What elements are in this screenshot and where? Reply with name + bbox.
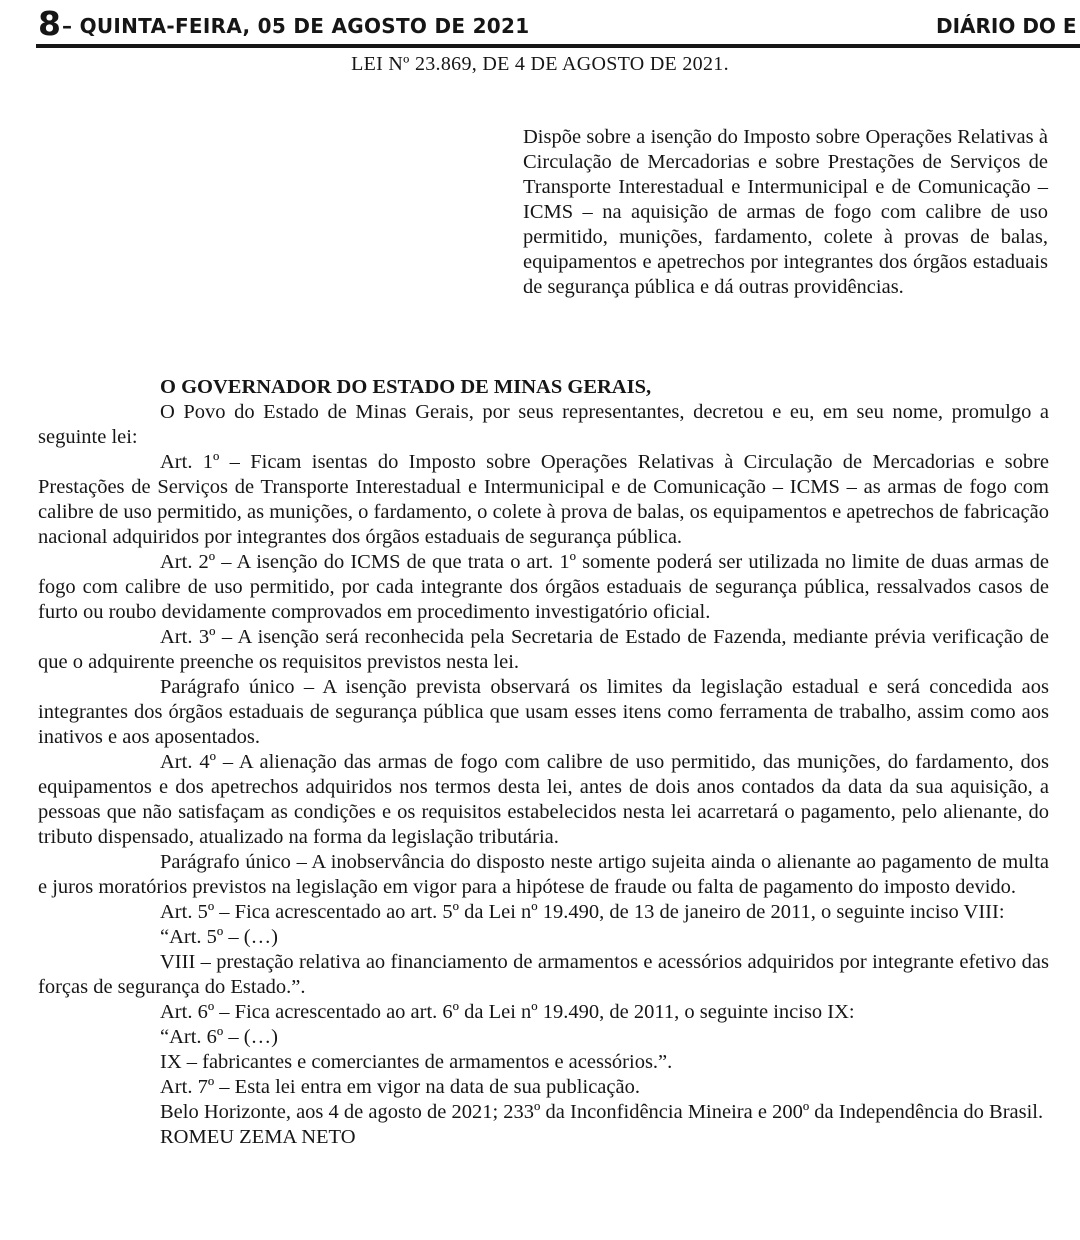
governor-heading: O GOVERNADOR DO ESTADO DE MINAS GERAIS, bbox=[160, 376, 652, 398]
paragraph-art-7: Art. 7º – Esta lei entra em vigor na data de sua publicação. bbox=[160, 1076, 640, 1098]
paragraph-art-6-item-ix: IX – fabricantes e comerciantes de armamentos e acessórios.”. bbox=[160, 1051, 673, 1073]
paragraph-art-4: Art. 4º – A alienação das armas de fogo com calibre de uso permitido, das munições, do fardamento, dos equipamentos e dos apetrechos adquiridos nos termos desta lei, antes de dois anos contados da data da sua aquisição, a pessoas que não satisfaçam as condições e os requisitos estabelecidos nesta lei acarretará o pagamento, pelo alienante, do tributo dispensado, atualizado na forma da legislação tributária. bbox=[38, 751, 1049, 848]
header-date: – QUINTA-FEIRA, 05 DE AGOSTO DE 2021 bbox=[62, 14, 530, 38]
paragraph-art-6-quote: “Art. 6º – (…) bbox=[160, 1026, 278, 1048]
publication-name: DIÁRIO DO E bbox=[936, 14, 1077, 38]
paragraph-art-4-single: Parágrafo único – A inobservância do disposto neste artigo sujeita ainda o alienante ao pagamento de multa e juros moratórios previstos na legislação em vigor para a hipótese de fraude ou falta de pagamento do imposto devido. bbox=[38, 851, 1049, 898]
signature: ROMEU ZEMA NETO bbox=[160, 1126, 356, 1148]
paragraph-art-3-single: Parágrafo único – A isenção prevista observará os limites da legislação estadual e será concedida aos integrantes dos órgãos estaduais de segurança pública que usam esses itens como ferramenta de trabalho, assim como aos inativos e aos aposentados. bbox=[38, 676, 1049, 748]
newspaper-header bbox=[0, 0, 1080, 48]
paragraph-art-2: Art. 2º – A isenção do ICMS de que trata o art. 1º somente poderá ser utilizada no limite de duas armas de fogo com calibre de uso permitido, por cada integrante dos órgãos estaduais de segurança pública, ressalvados casos de furto ou roubo devidamente comprovados em procedimento investigatório oficial. bbox=[38, 551, 1049, 623]
paragraph-art-5-item-viii: VIII – prestação relativa ao financiamento de armamentos e acessórios adquiridos por integrante efetivo das forças de segurança do Estado.”. bbox=[38, 951, 1049, 998]
paragraph-preamble: O Povo do Estado de Minas Gerais, por seus representantes, decretou e eu, em seu nome, promulgo a seguinte lei: bbox=[38, 401, 1049, 448]
page-number: 8 bbox=[38, 4, 61, 43]
paragraph-art-6: Art. 6º – Fica acrescentado ao art. 6º da Lei nº 19.490, de 2011, o seguinte inciso IX: bbox=[160, 1001, 855, 1023]
law-title: LEI Nº 23.869, DE 4 DE AGOSTO DE 2021. bbox=[351, 53, 729, 75]
ementa: Dispõe sobre a isenção do Imposto sobre Operações Relativas à Circulação de Mercadorias e sobre Prestações de Serviços de Transporte Interestadual e Intermunicipal e de Comunicação – ICMS – na aquisição de armas de fogo com calibre de uso permitido, munições, fardamento, colete à provas de balas, equipamentos e apetrechos por integrantes dos órgãos estaduais de segurança pública e dá outras providências. bbox=[523, 126, 1048, 298]
header-rule bbox=[36, 44, 1080, 48]
paragraph-art-3: Art. 3º – A isenção será reconhecida pela Secretaria de Estado de Fazenda, mediante prévia verificação de que o adquirente preenche os requisitos previstos nesta lei. bbox=[38, 626, 1049, 673]
paragraph-art-5-quote: “Art. 5º – (…) bbox=[160, 926, 278, 948]
paragraph-art-5: Art. 5º – Fica acrescentado ao art. 5º da Lei nº 19.490, de 13 de janeiro de 2011, o seguinte inciso VIII: bbox=[160, 901, 1005, 923]
paragraph-art-1: Art. 1º – Ficam isentas do Imposto sobre Operações Relativas à Circulação de Mercadorias e sobre Prestações de Serviços de Transporte Interestadual e Intermunicipal e de Comunicação – ICMS – as armas de fogo com calibre de uso permitido, as munições, o fardamento, o colete à prova de balas, os equipamentos e apetrechos de fabricação nacional adquiridos por integrantes dos órgãos estaduais de segurança pública. bbox=[38, 451, 1049, 548]
paragraph-closing: Belo Horizonte, aos 4 de agosto de 2021; 233º da Inconfidência Mineira e 200º da Independência do Brasil. bbox=[160, 1101, 1044, 1123]
law-body bbox=[38, 375, 1049, 1150]
